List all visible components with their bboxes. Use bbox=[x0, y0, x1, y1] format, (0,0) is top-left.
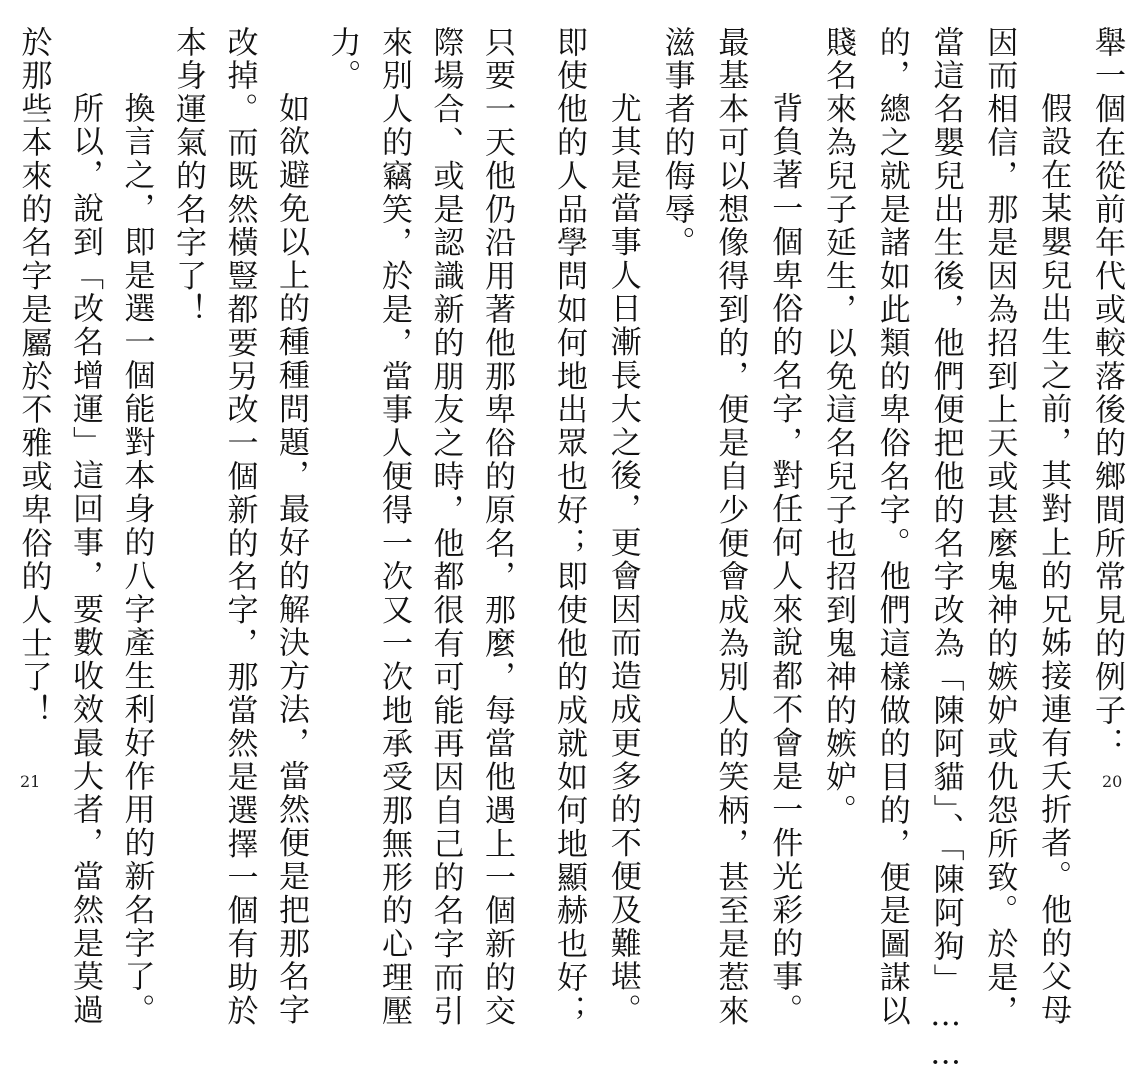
text-column-7: 背負著一個卑俗的名字，對任何人來說都不會是一件光彩的事。 bbox=[766, 92, 803, 1028]
text-column-17: 改掉。而既然橫豎都要另改一個新的名字，那當然是選擇一個有助於 bbox=[221, 26, 258, 1028]
text-column-1: 舉一個在從前年代或較落後的鄉間所常見的例子： bbox=[1089, 26, 1125, 761]
page-number-left: 21 bbox=[20, 772, 41, 791]
text-column-18: 本身運氣的名字了！ bbox=[170, 26, 206, 327]
text-column-13: 際場合、或是認識新的朋友之時，他都很有可能再因自己的名字而引 bbox=[427, 26, 464, 1028]
text-column-11: 即使他的人品學問如何地出眾也好；即使他的成就如何地顯赫也好； bbox=[551, 26, 587, 1028]
text-column-21: 於那些本來的名字是屬於不雅或卑俗的人士了！ bbox=[15, 26, 52, 728]
text-column-20: 所以，說到「改名增運」這回事，要數收效最大者，當然是莫過 bbox=[67, 92, 103, 1028]
text-column-16: 如欲避免以上的種種問題，最好的解決方法，當然便是把那名字 bbox=[273, 92, 309, 1028]
text-column-12: 只要一天他仍沿用著他那卑俗的原名，那麼，每當他遇上一個新的交 bbox=[479, 26, 515, 1028]
text-column-9: 滋事者的侮辱。 bbox=[658, 26, 695, 260]
text-column-10: 尤其是當事人日漸長大之後，更會因而造成更多的不便及難堪。 bbox=[604, 92, 641, 1028]
text-column-3: 因而相信，那是因為招到上天或甚麼鬼神的嫉妒或仇怨所致。於是， bbox=[981, 26, 1018, 1028]
text-column-8: 最基本可以想像得到的，便是自少便會成為別人的笑柄，甚至是惹來 bbox=[712, 26, 749, 1028]
page-number-right: 20 bbox=[1102, 772, 1123, 791]
text-column-2: 假設在某嬰兒出生之前，其對上的兄姊接連有夭折者。他的父母 bbox=[1035, 92, 1072, 1028]
text-column-4: 當這名嬰兒出生後，他們便把他的名字改為「陳阿貓」、「陳阿狗」…… bbox=[927, 26, 964, 1074]
text-column-14: 來別人的竊笑，於是，當事人便得一次又一次地承受那無形的心理壓 bbox=[376, 26, 412, 1028]
text-column-5: 的，總之就是諸如此類的卑俗名字。他們這樣做的目的，便是圖謀以 bbox=[873, 26, 910, 1028]
text-column-15: 力。 bbox=[324, 26, 361, 93]
text-column-19: 換言之，即是選一個能對本身的八字產生利好作用的新名字了。 bbox=[118, 92, 155, 1028]
text-column-6: 賤名來為兒子延生，以免這名兒子也招到鬼神的嫉妒。 bbox=[820, 26, 856, 828]
